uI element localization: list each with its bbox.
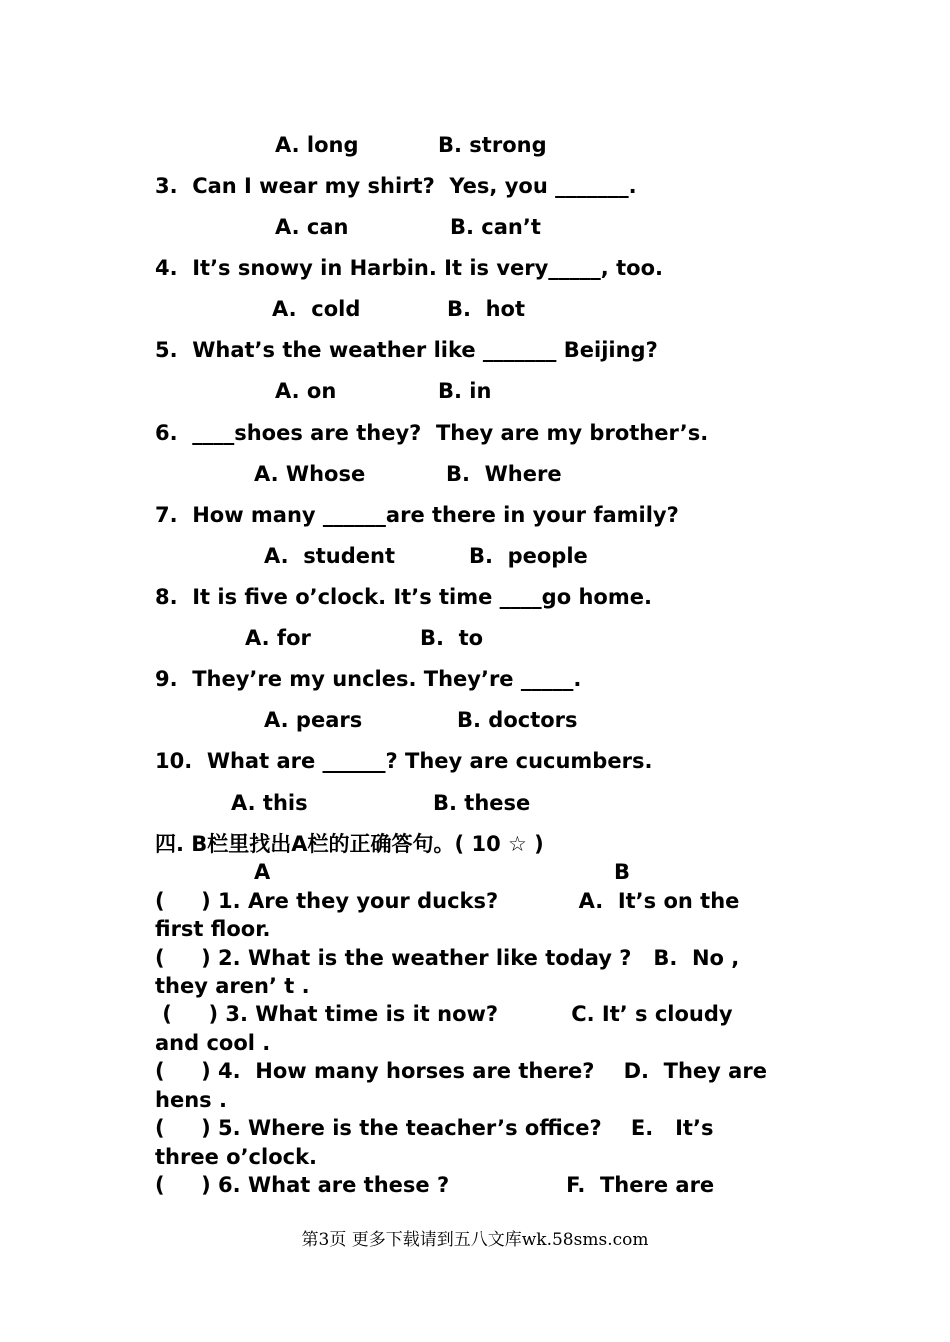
question-10: 10. What are ______? They are cucumbers.: [155, 749, 653, 773]
q3-option-b: B. can’t: [450, 215, 541, 239]
q7-option-b: B. people: [469, 544, 588, 568]
match-line: and cool .: [155, 1031, 271, 1055]
match-line: they aren’ t .: [155, 974, 310, 998]
question-6: 6. ____shoes are they? They are my brother’s.: [155, 421, 709, 445]
match-line: ( ) 5. Where is the teacher’s office? E. It’s: [155, 1116, 714, 1140]
match-line: ( ) 4. How many horses are there? D. They are: [155, 1059, 767, 1083]
question-4: 4. It’s snowy in Harbin. It is very_____, too.: [155, 256, 663, 280]
match-line: ( ) 2. What is the weather like today ? B. No ,: [155, 946, 740, 970]
match-line: ( ) 3. What time is it now? C. It’ s cloudy: [155, 1002, 733, 1026]
q2-option-b: B. strong: [438, 133, 547, 157]
q10-option-a: A. this: [231, 791, 308, 815]
match-line: hens .: [155, 1088, 227, 1112]
section-4-title: 四. B栏里找出A栏的正确答句。( 10 ☆ ): [155, 832, 544, 856]
q4-option-b: B. hot: [447, 297, 526, 321]
question-8: 8. It is five o’clock. It’s time ____go home.: [155, 585, 652, 609]
question-3: 3. Can I wear my shirt? Yes, you _______.: [155, 174, 637, 198]
match-line: ( ) 1. Are they your ducks? A. It’s on the: [155, 889, 740, 913]
q6-option-a: A. Whose: [254, 462, 366, 486]
q9-option-b: B. doctors: [457, 708, 578, 732]
q5-option-b: B. in: [438, 379, 492, 403]
column-a-header: A: [254, 860, 271, 884]
question-9: 9. They’re my uncles. They’re _____.: [155, 667, 582, 691]
q6-option-b: B. Where: [446, 462, 562, 486]
match-line: ( ) 6. What are these ? F. There are: [155, 1173, 715, 1197]
question-7: 7. How many ______are there in your family?: [155, 503, 679, 527]
question-5: 5. What’s the weather like _______ Beijing?: [155, 338, 658, 362]
q2-option-a: A. long: [275, 133, 359, 157]
q5-option-a: A. on: [275, 379, 337, 403]
match-line: first floor.: [155, 917, 271, 941]
page-footer: 第3页 更多下载请到五八文库wk.58sms.com: [301, 1230, 649, 1250]
q10-option-b: B. these: [433, 791, 531, 815]
column-b-header: B: [614, 860, 631, 884]
q3-option-a: A. can: [275, 215, 349, 239]
q8-option-b: B. to: [420, 626, 484, 650]
q8-option-a: A. for: [245, 626, 311, 650]
q9-option-a: A. pears: [264, 708, 363, 732]
q7-option-a: A. student: [264, 544, 395, 568]
q4-option-a: A. cold: [272, 297, 361, 321]
match-line: three o’clock.: [155, 1145, 318, 1169]
